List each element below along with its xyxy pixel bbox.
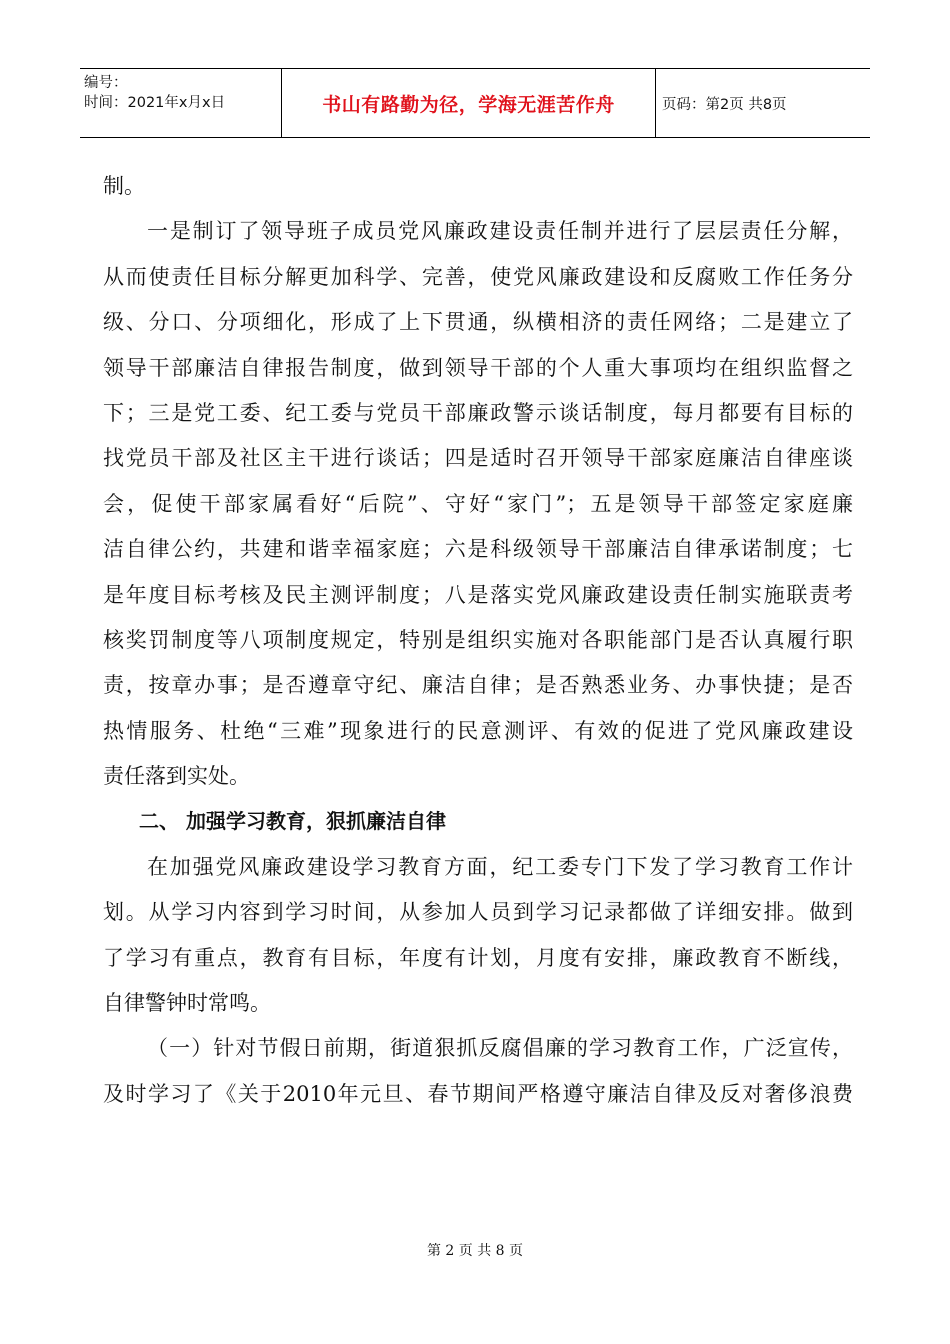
header-meta — [80, 69, 282, 137]
body-line: 洁自律公约，共建和谐幸福家庭；六是科级领导干部廉洁自律承诺制度；七 — [103, 537, 853, 562]
body-line: 找党员干部及社区主干进行谈话；四是适时召开领导干部家庭廉洁自律座谈 — [103, 446, 853, 471]
body-line: 自律警钟时常鸣。 — [103, 991, 271, 1016]
body-line: 是年度目标考核及民主测评制度；八是落实党风廉政建设责任制实施联责考 — [103, 582, 853, 607]
body-line: 下；三是党工委、纪工委与党员干部廉政警示谈话制度，每月都要有目标的 — [103, 400, 853, 425]
body-line: 及时学习了《关于2010年元旦、春节期间严格遵守廉洁自律及反对奢侈浪费 — [103, 1081, 853, 1106]
header-motto: 书山有路勤为径，学海无涯苦作舟 — [282, 69, 656, 137]
page-footer: 第 2 页 共 8 页 — [426, 1243, 524, 1259]
header-page-label: 页码：第2页 共8页 — [662, 96, 787, 113]
body-line: 级、分口、分项细化，形成了上下贯通，纵横相济的责任网络；二是建立了 — [103, 310, 853, 335]
body-line: 领导干部廉洁自律报告制度，做到领导干部的个人重大事项均在组织监督之 — [103, 355, 853, 380]
document-body — [103, 168, 853, 1121]
page-header — [80, 68, 870, 138]
document-number-label: 编号： — [84, 75, 128, 91]
section-heading: 二、 加强学习教育，狠抓廉洁自律 — [139, 809, 446, 834]
document-date-label: 时间：2021年x月x日 — [84, 95, 226, 111]
body-line: 划。从学习内容到学习时间，从参加人员到学习记录都做了详细安排。做到 — [103, 900, 853, 925]
body-line: 核奖罚制度等八项制度规定，特别是组织实施对各职能部门是否认真履行职 — [103, 627, 853, 652]
body-line: 会，促使干部家属看好“后院”、守好“家门”；五是领导干部签定家庭廉 — [103, 491, 853, 516]
body-line: 了学习有重点，教育有目标，年度有计划，月度有安排，廉政教育不断线， — [103, 945, 853, 970]
body-line: 责，按章办事；是否遵章守纪、廉洁自律；是否熟悉业务、办事快捷；是否 — [103, 673, 853, 698]
body-line: 制。 — [103, 174, 145, 198]
body-line: 责任落到实处。 — [103, 764, 250, 789]
body-line: 一是制订了领导班子成员党风廉政建设责任制并进行了层层责任分解， — [147, 219, 853, 244]
body-line: 热情服务、杜绝“三难”现象进行的民意测评、有效的促进了党风廉政建设 — [103, 718, 853, 743]
body-line: （一）针对节假日前期，街道狠抓反腐倡廉的学习教育工作，广泛宣传， — [147, 1036, 853, 1061]
body-line: 在加强党风廉政建设学习教育方面，纪工委专门下发了学习教育工作计 — [147, 854, 853, 879]
body-line: 从而使责任目标分解更加科学、完善，使党风廉政建设和反腐败工作任务分 — [103, 264, 853, 289]
